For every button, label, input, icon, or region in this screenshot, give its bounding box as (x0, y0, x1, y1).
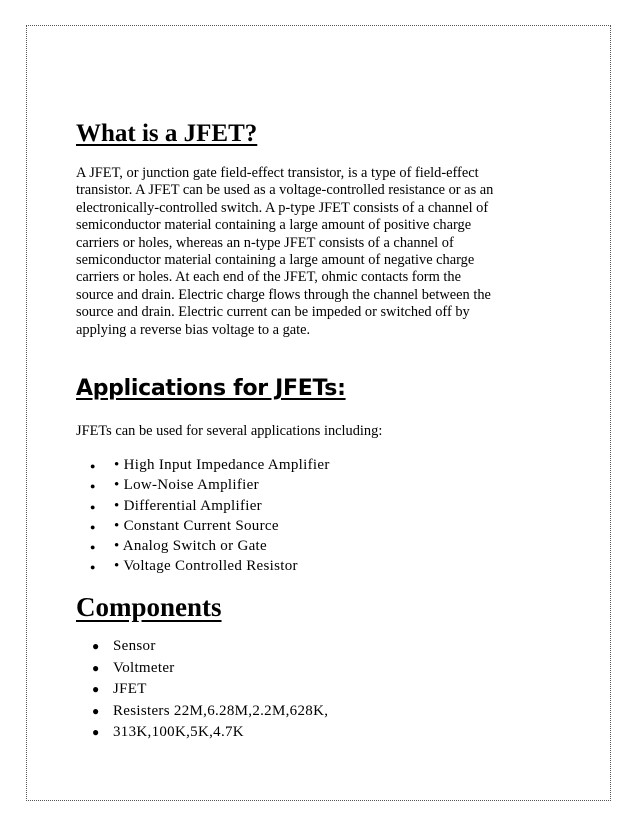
list-item (90, 538, 330, 558)
application-item-text: • Low-Noise Amplifier (114, 477, 259, 494)
components-list (92, 638, 328, 746)
application-item-text: • High Input Impedance Amplifier (114, 457, 330, 473)
bullet-icon: ● (92, 725, 100, 740)
application-item-text: • Analog Switch or Gate (114, 538, 267, 555)
list-item (92, 681, 328, 703)
list-item (90, 498, 330, 518)
bullet-icon: ● (92, 703, 100, 718)
list-item (90, 477, 330, 497)
components-heading: Components (76, 592, 222, 622)
bullet-icon: ● (90, 501, 96, 512)
jfet-paragraph-line: electronically-controlled switch. A p-type JFET consists of a channel of (76, 199, 489, 216)
list-item (92, 724, 328, 746)
list-item (90, 457, 330, 477)
component-item-text: Sensor (113, 638, 156, 654)
application-item-text: • Voltage Controlled Resistor (114, 558, 298, 575)
application-item-text: • Constant Current Source (114, 517, 279, 534)
jfet-paragraph-line: source and drain. Electric current can be impeded or switched off by (76, 304, 470, 321)
component-item-text: JFET (113, 681, 147, 698)
bullet-icon: ● (92, 660, 100, 675)
bullet-icon: ● (90, 562, 96, 573)
jfet-paragraph-line: carriers or holes, whereas an n-type JFET consists of a channel of (76, 234, 454, 251)
jfet-heading: What is a JFET? (76, 120, 258, 147)
list-item (92, 660, 328, 682)
component-item-text: Voltmeter (113, 659, 175, 676)
component-item-text: Resisters 22M,6.28M,2.2M,628K, (113, 702, 329, 719)
application-item-text: • Differential Amplifier (114, 497, 262, 514)
jfet-paragraph-line: source and drain. Electric charge flows through the channel between the (76, 286, 491, 303)
bullet-icon: ● (90, 481, 96, 492)
jfet-paragraph (76, 165, 566, 339)
bullet-icon: ● (92, 639, 100, 653)
jfet-paragraph-line: semiconductor material containing a large amount of positive charge (76, 217, 472, 234)
applications-intro: JFETs can be used for several applications including: (76, 423, 383, 439)
bullet-icon: ● (90, 521, 96, 532)
bullet-icon: ● (92, 682, 100, 697)
jfet-paragraph-line: transistor. A JFET can be used as a voltage-controlled resistance or as an (76, 182, 494, 199)
list-item (92, 638, 328, 660)
jfet-paragraph-line: carriers or holes. At each end of the JFET, ohmic contacts form the (76, 269, 461, 286)
component-item-text: 313K,100K,5K,4.7K (113, 724, 244, 741)
applications-heading: Applications for JFETs: (76, 376, 346, 401)
list-item (90, 558, 330, 578)
list-item (92, 703, 328, 725)
jfet-paragraph-line: applying a reverse bias voltage to a gate. (76, 321, 311, 338)
bullet-icon: ● (90, 461, 96, 471)
applications-list (90, 457, 330, 579)
jfet-paragraph-line: A JFET, or junction gate field-effect transistor, is a type of field-effect (76, 165, 479, 181)
list-item (90, 518, 330, 538)
bullet-icon: ● (90, 542, 96, 553)
jfet-paragraph-line: semiconductor material containing a large amount of negative charge (76, 252, 475, 269)
